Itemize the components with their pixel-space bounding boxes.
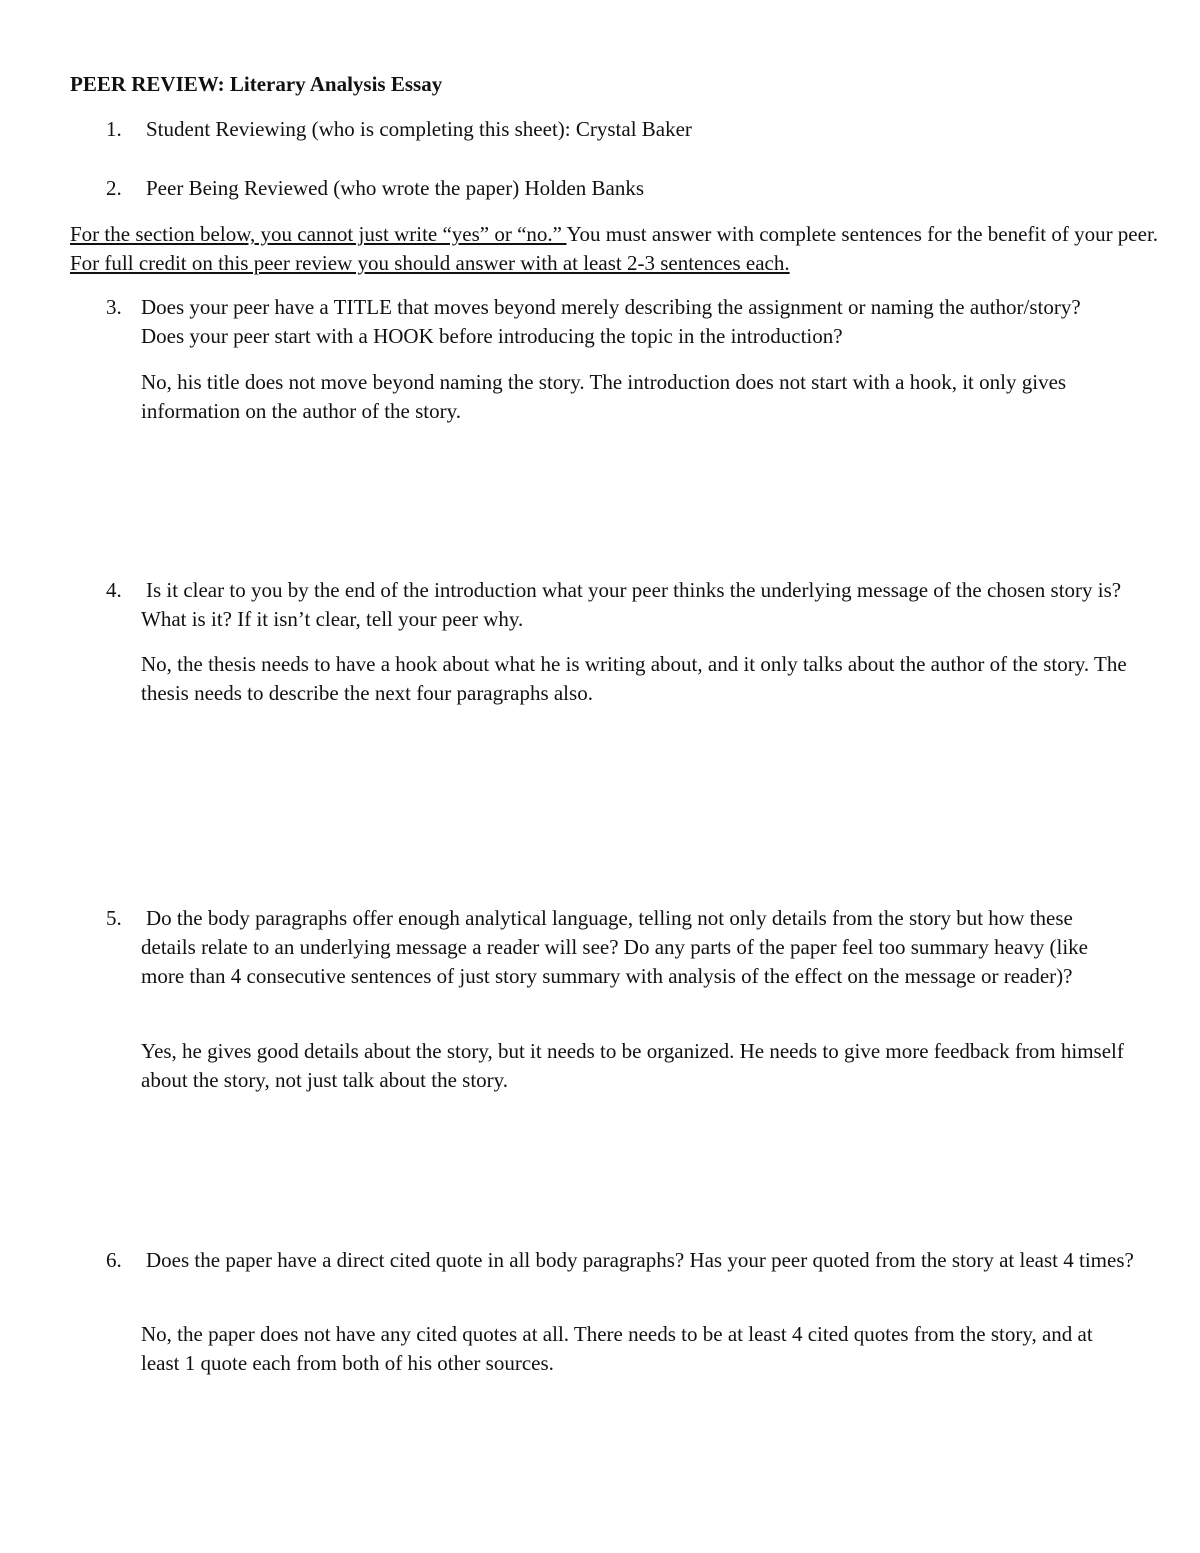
answer-text: No, his title does not move beyond naming the story. The introduction does not start with a hook, it only gives information on the author of the story. — [141, 370, 1067, 423]
answer-text: No, the thesis needs to have a hook about what he is writing about, and it only talks about the author of the story. The thesis needs to describe the next four paragraphs also. — [141, 652, 1127, 705]
instructions-underlined-1: For the section below, you cannot just write “yes” or “no.” — [70, 222, 567, 246]
question-number: 6. — [106, 1248, 122, 1272]
instructions-paragraph — [70, 220, 1160, 278]
item-number: 1. — [106, 117, 122, 141]
instructions-plain: You must answer with complete sentences for the benefit of your peer. — [566, 222, 1159, 246]
item-number: 2. — [106, 176, 122, 200]
document-title: PEER REVIEW: Literary Analysis Essay — [70, 72, 443, 96]
peer-reviewed-line: Peer Being Reviewed (who wrote the paper) Holden Banks — [146, 176, 645, 200]
question-number: 4. — [106, 578, 122, 602]
question-number: 5. — [106, 906, 122, 930]
answer-text: Yes, he gives good details about the story, but it needs to be organized. He needs to give more feedback from himself about the story, not just talk about the story. — [141, 1039, 1124, 1092]
question-text: Does the paper have a direct cited quote in all body paragraphs? Has your peer quoted from the story at least 4 times? — [146, 1248, 1134, 1272]
student-reviewing-line: Student Reviewing (who is completing this sheet): Crystal Baker — [146, 117, 692, 141]
question-text: Does your peer have a TITLE that moves beyond merely describing the assignment or naming the author/story? Does your peer start with a HOOK before introducing the topic in the introduction? — [141, 295, 1081, 348]
answer-text: No, the paper does not have any cited quotes at all. There needs to be at least 4 cited quotes from the story, and at least 1 quote each from both of his other sources. — [141, 1322, 1093, 1375]
question-text: Do the body paragraphs offer enough analytical language, telling not only details from the story but how these details relate to an underlying message a reader will see? Do any parts of the paper feel too summary heavy (like more than 4 consecutive sentences of just story summary with analysis of the effect on the message or reader)? — [141, 906, 1088, 988]
instructions-underlined-2: For full credit on this peer review you should answer with at least 2-3 sentences each. — [70, 251, 790, 275]
question-text: Is it clear to you by the end of the introduction what your peer thinks the underlying message of the chosen story is? What is it? If it isn’t clear, tell your peer why. — [141, 578, 1122, 631]
question-number: 3. — [106, 295, 122, 319]
